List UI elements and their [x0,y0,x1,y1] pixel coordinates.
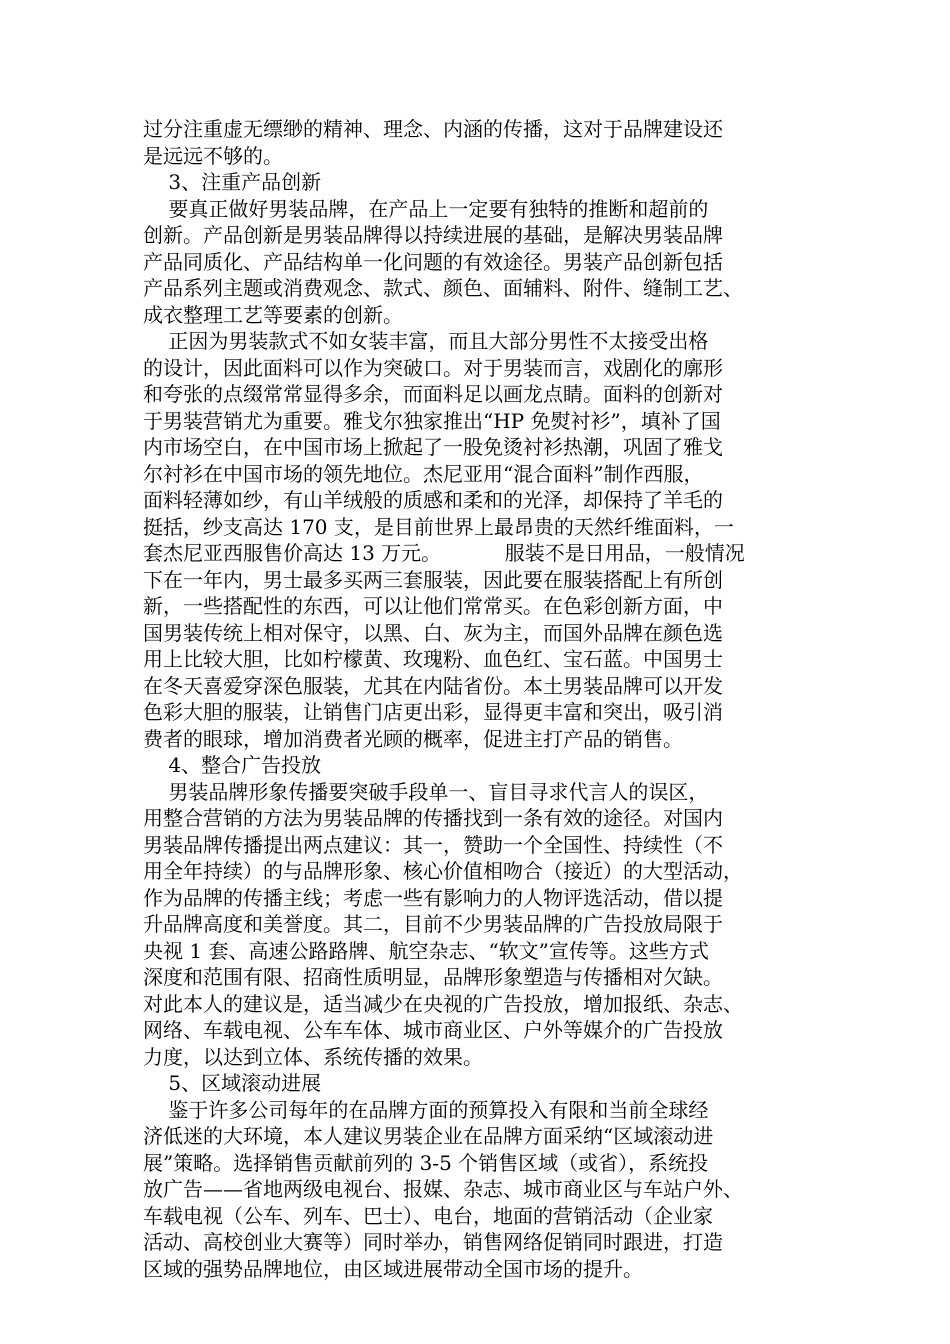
text-line: 产品同质化、产品结构单一化问题的有效途径。男装产品创新包括 [143,249,723,274]
text-line: 正因为男装款式不如女装丰富，而且大部分男性不太接受出格 [143,329,709,353]
text-line: 成衣整理工艺等要素的创新。 [143,302,403,327]
text-line: 下在一年内，男士最多买两三套服装，因此要在服装搭配上有所创 [143,567,723,592]
text-line: 3、注重产品创新 [143,170,322,194]
text-line: 区域的强势品牌地位，由区域进展带动全国市场的提升。 [143,1256,643,1281]
text-line: 用全年持续）的与品牌形象、核心价值相吻合（接近）的大型活动， [143,859,743,883]
text-line: 放广告——省地两级电视台、报媒、杂志、城市商业区与车站户外、 [143,1177,743,1201]
text-line: 创新。产品创新是男装品牌得以持续进展的基础，是解决男装品牌 [143,223,723,247]
text-line: 鉴于许多公司每年的在品牌方面的预算投入有限和当前全球经 [143,1097,709,1122]
text-line: 是远远不够的。 [143,143,283,168]
text-line: 4、整合广告投放 [143,753,322,777]
text-line: 车载电视（公车、列车、巴士）、电台，地面的营销活动（企业家 [143,1203,713,1228]
text-line: 对此本人的建议是，适当减少在央视的广告投放，增加报纸、杂志、 [143,991,743,1016]
text-line: 用整合营销的方法为男装品牌的传播找到一条有效的途径。对国内 [143,806,723,830]
text-line: 和夸张的点缀常常显得多余，而面料足以画龙点睛。面料的创新对 [143,382,723,406]
text-line: 尔衬衫在中国市场的领先地位。杰尼亚用“混合面料”制作西服， [143,461,704,486]
text-line: 央视 1 套、高速公路路牌、航空杂志、“软文”宣传等。这些方式 [143,938,709,963]
text-line: 网络、车载电视、公车车体、城市商业区、户外等媒介的广告投放 [143,1018,723,1042]
body-text [143,116,818,1282]
text-line: 活动、高校创业大赛等）同时举办，销售网络促销同时跟进，打造 [143,1230,723,1254]
text-line: 色彩大胆的服装，让销售门店更出彩，显得更丰富和突出，吸引消 [143,700,723,724]
text-line: 男装品牌传播提出两点建议：其一，赞助一个全国性、持续性（不 [143,832,723,857]
text-line: 费者的眼球，增加消费者光顾的概率，促进主打产品的销售。 [143,726,683,751]
text-line: 作为品牌的传播主线；考虑一些有影响力的人物评选活动，借以提 [143,885,723,910]
text-line: 挺括，纱支高达 170 支，是目前世界上最昂贵的天然纤维面料，一 [143,514,734,539]
text-line: 面料轻薄如纱，有山羊绒般的质感和柔和的光泽，却保持了羊毛的 [143,488,723,512]
text-line: 套杰尼亚西服售价高达 13 万元。 服装不是日用品，一般情况 [143,541,745,565]
text-line: 济低迷的大环境，本人建议男装企业在品牌方面采纳“区域滚动进 [143,1124,714,1148]
text-line: 的设计，因此面料可以作为突破口。对于男装而言，戏剧化的廓形 [143,355,723,380]
text-line: 于男装营销尤为重要。雅戈尔独家推出“HP 免熨衬衫”，填补了国 [143,408,721,433]
text-line: 5、区域滚动进展 [143,1071,322,1095]
text-line: 力度，以达到立体、系统传播的效果。 [143,1044,483,1069]
text-line: 要真正做好男装品牌，在产品上一定要有独特的推断和超前的 [143,196,709,221]
text-line: 过分注重虚无缥缈的精神、理念、内涵的传播，这对于品牌建设还 [143,117,723,141]
text-line: 男装品牌形象传播要突破手段单一、盲目寻求代言人的误区， [143,779,709,804]
text-line: 升品牌高度和美誉度。其二，目前不少男装品牌的广告投放局限于 [143,912,723,936]
text-line: 新，一些搭配性的东西，可以让他们常常买。在色彩创新方面，中 [143,594,723,618]
text-line: 展”策略。选择销售贡献前列的 3-5 个销售区域（或省），系统投 [143,1150,709,1175]
text-line: 用上比较大胆，比如柠檬黄、玫瑰粉、血色红、宝石蓝。中国男士 [143,647,723,671]
text-line: 在冬天喜爱穿深色服装，尤其在内陆省份。本土男装品牌可以开发 [143,673,723,698]
text-line: 国男装传统上相对保守，以黑、白、灰为主，而国外品牌在颜色选 [143,620,723,645]
text-line: 内市场空白，在中国市场上掀起了一股免烫衬衫热潮，巩固了雅戈 [143,435,723,459]
text-line: 产品系列主题或消费观念、款式、颜色、面辅料、附件、缝制工艺、 [143,276,743,300]
text-line: 深度和范围有限、招商性质明显，品牌形象塑造与传播相对欠缺。 [143,965,723,989]
